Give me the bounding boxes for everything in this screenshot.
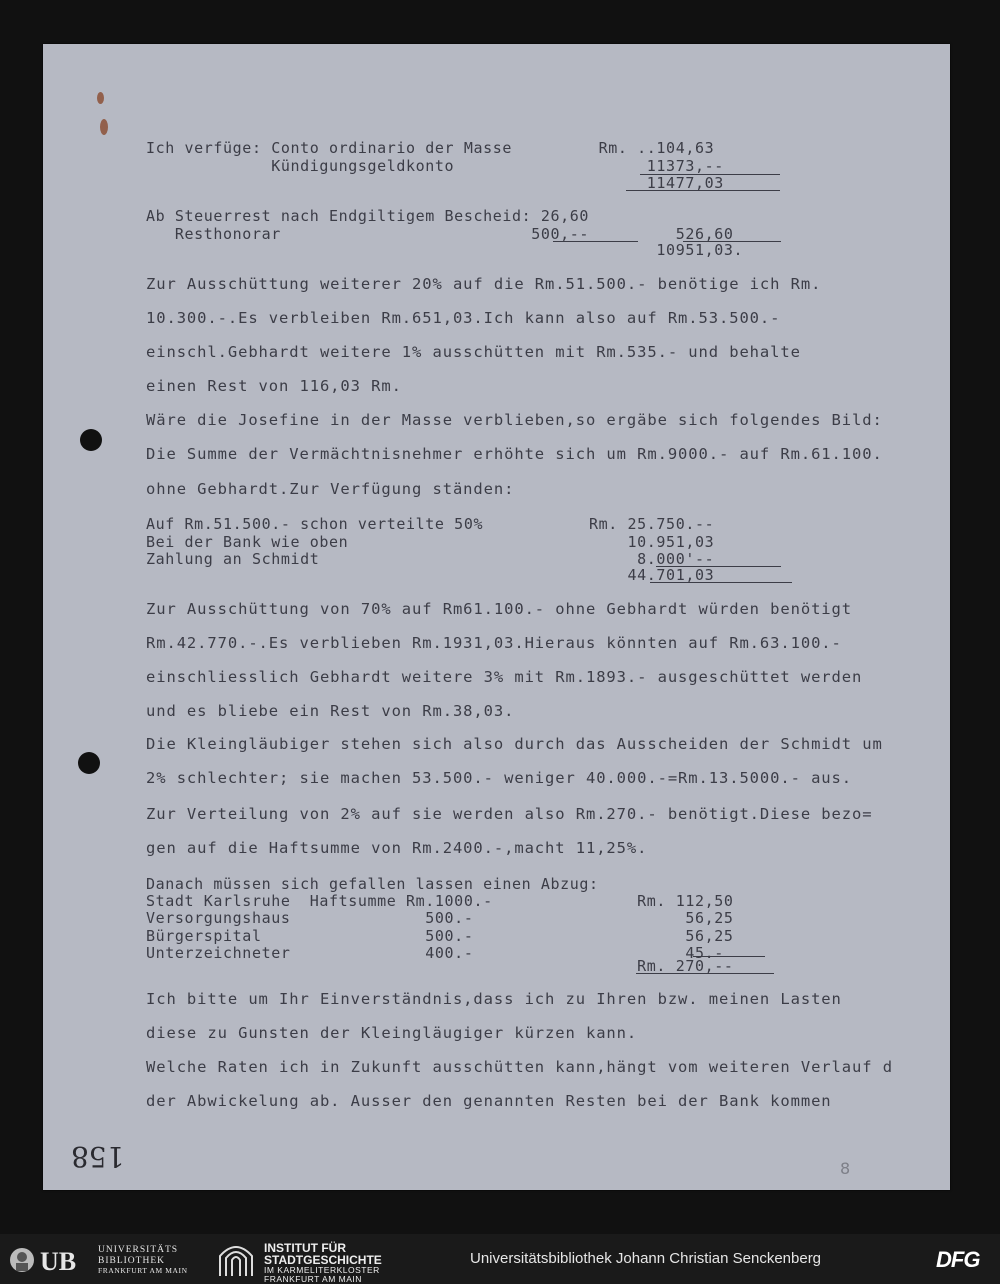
rust-stain — [97, 92, 104, 104]
text-line: und es bliebe ein Rest von Rm.38,03. — [146, 702, 515, 720]
institut-line: FRANKFURT AM MAIN — [264, 1274, 362, 1284]
text-line: der Abwickelung ab. Ausser den genannten Resten bei der Bank kommen — [146, 1092, 832, 1110]
text-line: Zur Ausschüttung von 70% auf Rm61.100.- ohne Gebhardt würden benötigt — [146, 600, 852, 618]
text-line: 10.300.-.Es verbleiben Rm.651,03.Ich kann also auf Rm.53.500.- — [146, 309, 781, 327]
text-line: diese zu Gunsten der Kleingläugiger kürzen kann. — [146, 1024, 638, 1042]
text-line: Zur Ausschüttung weiterer 20% auf die Rm.51.500.- benötige ich Rm. — [146, 275, 822, 293]
text-line: Ab Steuerrest nach Endgiltigem Bescheid: 26,60 — [146, 207, 590, 225]
text-line: Versorgungshaus 500.- 56,25 — [146, 909, 734, 927]
institut-line: INSTITUT FÜR — [264, 1241, 346, 1255]
page-number: 158 — [71, 1140, 125, 1173]
sum-rule — [636, 973, 774, 974]
sum-rule — [626, 190, 780, 191]
text-line: Zur Verteilung von 2% auf sie werden also Rm.270.- benötigt.Diese bezo= — [146, 805, 873, 823]
institut-text — [264, 1242, 382, 1284]
ub-line: UNIVERSITÄTS — [98, 1245, 179, 1255]
punch-hole — [78, 752, 100, 774]
text-line: Unterzeichneter 400.- 45.- — [146, 944, 724, 962]
text-line: Bürgerspital 500.- 56,25 — [146, 927, 734, 945]
text-line: einen Rest von 116,03 Rm. — [146, 377, 402, 395]
text-line: Auf Rm.51.500.- schon verteilte 50% Rm. 25.750.-- — [146, 515, 715, 533]
text-line: Rm.42.770.-.Es verblieben Rm.1931,03.Hieraus könnten auf Rm.63.100.- — [146, 634, 842, 652]
text-line: 44.701,03 — [146, 566, 715, 584]
text-line: Welche Raten ich in Zukunft ausschütten kann,hängt vom weiteren Verlauf d — [146, 1058, 893, 1076]
punch-hole — [80, 429, 102, 451]
text-line: Die Summe der Vermächtnisnehmer erhöhte sich um Rm.9000.- auf Rm.61.100. — [146, 445, 883, 463]
text-line: Danach müssen sich gefallen lassen einen Abzug: — [146, 875, 599, 893]
text-line: Die Kleingläubiger stehen sich also durch das Ausscheiden der Schmidt um — [146, 735, 883, 753]
ub-line: FRANKFURT AM MAIN — [98, 1266, 188, 1275]
text-line: Rm. 270,-- — [146, 957, 734, 975]
text-line: einschl.Gebhardt weitere 1% ausschütten mit Rm.535.- und behalte — [146, 343, 801, 361]
text-line: Stadt Karlsruhe Haftsumme Rm.1000.- Rm. 112,50 — [146, 892, 734, 910]
text-line: Wäre die Josefine in der Masse verblieben,so ergäbe sich folgendes Bild: — [146, 411, 883, 429]
rust-stain — [100, 119, 108, 135]
institut-logo-icon — [218, 1242, 254, 1278]
text-line: 11477,03 — [146, 174, 724, 192]
text-line: Resthonorar 500,-- 526,60 — [146, 225, 734, 243]
text-line: Ich verfüge: Conto ordinario der Masse Rm. ..104,63 — [146, 139, 715, 157]
ub-logo-icon — [8, 1244, 92, 1276]
text-line: 2% schlechter; sie machen 53.500.- weniger 40.000.-=Rm.13.5000.- aus. — [146, 769, 852, 787]
text-line: Ich bitte um Ihr Einverständnis,dass ich zu Ihren bzw. meinen Lasten — [146, 990, 842, 1008]
sum-rule — [650, 582, 792, 583]
text-line: Kündigungsgeldkonto 11373,-- — [146, 157, 724, 175]
institut-line: STADTGESCHICHTE — [264, 1253, 382, 1267]
text-line: 10951,03. — [146, 241, 744, 259]
text-line: Bei der Bank wie oben 10.951,03 — [146, 533, 715, 551]
pencil-mark: 8 — [840, 1159, 851, 1178]
footer-bar — [0, 1234, 1000, 1284]
text-line: Zahlung an Schmidt 8.000'-- — [146, 550, 715, 568]
text-line: gen auf die Haftsumme von Rm.2400.-,macht 11,25%. — [146, 839, 648, 857]
institut-line: IM KARMELITERKLOSTER — [264, 1265, 380, 1275]
text-line: ohne Gebhardt.Zur Verfügung ständen: — [146, 480, 515, 498]
ub-text — [98, 1245, 188, 1277]
ub-abbr: UB — [40, 1247, 77, 1276]
text-line: einschliesslich Gebhardt weitere 3% mit Rm.1893.- ausgeschüttet werden — [146, 668, 863, 686]
document-page — [43, 44, 950, 1190]
ub-line: BIBLIOTHEK — [98, 1255, 165, 1266]
library-title: Universitätsbibliothek Johann Christian Senckenberg — [470, 1250, 822, 1267]
dfg-logo: DFG — [936, 1247, 980, 1272]
